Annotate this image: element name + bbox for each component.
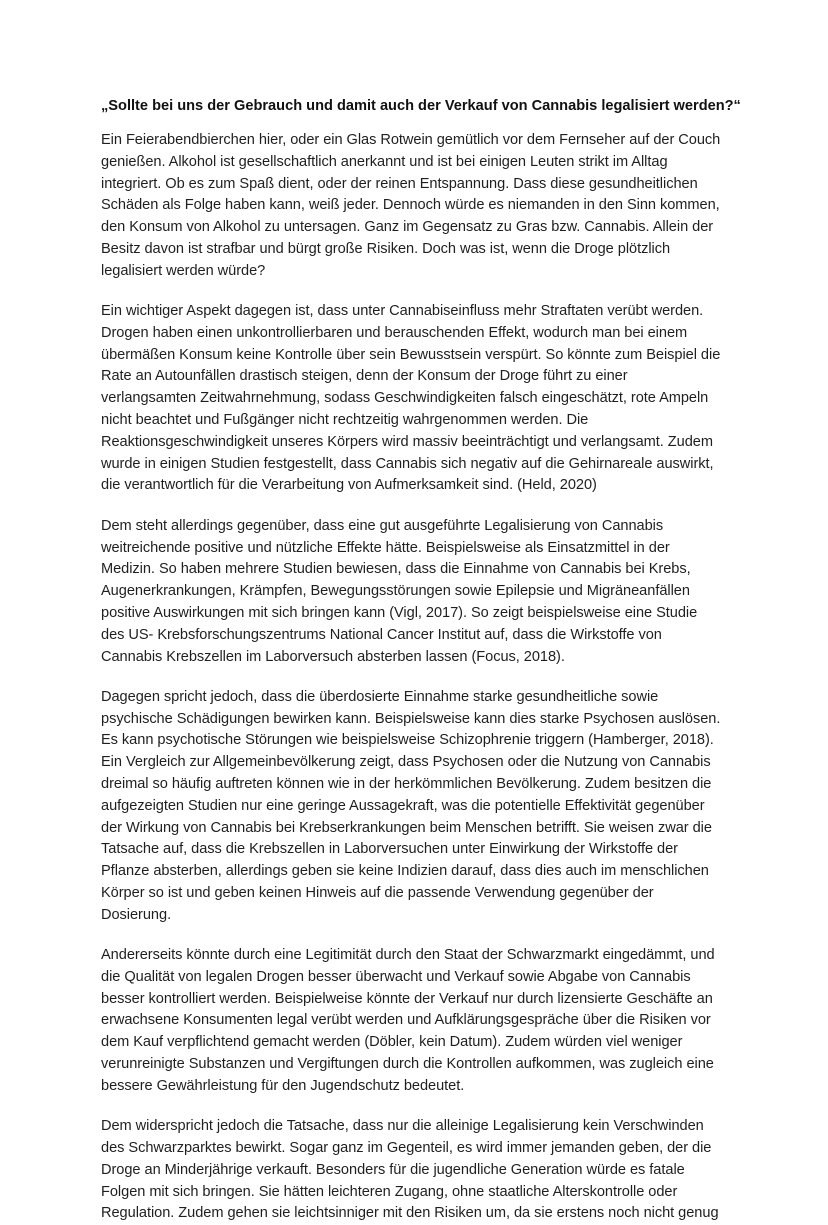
text-line: aufgezeigten Studien nur eine geringe Aussagekraft, was die potentielle Effektivität gegenüber xyxy=(101,797,705,814)
text-line: verunreinigte Substanzen und Vergiftungen durch die Kontrollen aufkommen, was zugleich eine xyxy=(101,1056,714,1073)
text-line: Ein Feierabendbierchen hier, oder ein Glas Rotwein gemütlich vor dem Fernseher auf der Couch xyxy=(101,132,721,148)
text-line: des US- Krebsforschungszentrums National Cancer Institut auf, dass die Wirkstoffe von xyxy=(101,626,662,643)
text-line: verlangsamten Zeitwahrnehmung, sodass Geschwindigkeiten falsch eingeschätzt, rote Ampeln xyxy=(101,390,709,407)
text-line: des Schwarzparktes bewirkt. Sogar ganz im Gegenteil, es wird immer jemanden geben, der die xyxy=(101,1139,712,1156)
text-line: Medizin. So haben mehrere Studien bewiesen, dass die Einnahme von Cannabis bei Krebs, xyxy=(101,561,691,578)
text-line: Ein Vergleich zur Allgemeinbevölkerung zeigt, dass Psychosen oder die Nutzung von Cannabis xyxy=(101,754,711,771)
text-line: Ein wichtiger Aspekt dagegen ist, dass unter Cannabiseinfluss mehr Straftaten verübt werden. xyxy=(101,303,704,320)
text-line: wurde in einigen Studien festgestellt, dass Cannabis sich negativ auf die Gehirnareale auswirkt, xyxy=(101,455,714,472)
text-line: Dem steht allerdings gegenüber, dass eine gut ausgeführte Legalisierung von Cannabis xyxy=(101,517,664,534)
text-line: Körper so ist und geben keinen Hinweis auf die passende Verwendung gegenüber der xyxy=(101,885,654,901)
text-line: bessere Gewährleistung für den Jugendschutz bedeutet. xyxy=(101,1077,465,1094)
text-line: erwachsene Konsumenten legal verübt werden und Aufklärungsgespräche über die Risiken vor xyxy=(101,1012,711,1029)
text-line: Droge an Minderjährige verkauft. Besonders für die jugendliche Generation würde es fatale xyxy=(101,1161,685,1178)
text-line: Folgen mit sich bringen. Sie hätten leichteren Zugang, ohne staatliche Alterskontrolle oder xyxy=(101,1183,678,1200)
text-line: nicht beachtet und Fußgänger nicht rechtzeitig wahrgenommen werden. Die xyxy=(101,412,589,429)
document-title: „Sollte bei uns der Gebrauch und damit auch der Verkauf von Cannabis legalisiert werden?“ xyxy=(101,98,741,114)
paragraph-1 xyxy=(101,130,748,283)
text-line: dreimal so häufig auftreten können wie in der herkömmlichen Bevölkerung. Zudem besitzen die xyxy=(101,776,712,793)
text-line: legalisiert werden würde? xyxy=(101,262,266,279)
paragraph-3 xyxy=(101,516,748,669)
text-line: Andererseits könnte durch eine Legitimität durch den Staat der Schwarzmarkt eingedämmt, und xyxy=(101,947,715,964)
text-line: Es kann psychotische Störungen wie beispielsweise Schizophrenie triggern (Hamberger, 2018). xyxy=(101,732,714,749)
text-line: Dem widerspricht jedoch die Tatsache, dass nur die alleinige Legalisierung kein Verschwinden xyxy=(101,1118,704,1135)
text-line: weitreichende positive und nützliche Effekte hätte. Beispielsweise als Einsatzmittel in der xyxy=(101,539,670,556)
text-line: die verantwortlich für die Verarbeitung von Aufmerksamkeit sind. (Held, 2020) xyxy=(101,477,597,494)
paragraph-5 xyxy=(101,945,748,1098)
text-line: integriert. Ob es zum Spaß dient, oder der reinen Entspannung. Dass diese gesundheitlichen xyxy=(101,175,698,192)
text-line: positive Auswirkungen mit sich bringen kann (Vigl, 2017). So zeigt beispielsweise eine Studie xyxy=(101,604,698,621)
text-line: Rate an Autounfällen drastisch steigen, denn der Konsum der Droge führt zu einer xyxy=(101,368,628,385)
text-line: Cannabis Krebszellen im Laborversuch absterben lassen (Focus, 2018). xyxy=(101,648,565,665)
text-line: die Qualität von legalen Drogen besser überwacht und Verkauf sowie Abgabe von Cannabis xyxy=(101,968,691,985)
text-line: dem Kauf verpflichtend gemacht werden (Döbler, kein Datum). Zudem würden viel weniger xyxy=(101,1034,683,1051)
text-line: besser kontrolliert werden. Beispielweise könnte der Verkauf nur durch lizensierte Geschäfte an xyxy=(101,990,713,1007)
text-line: Tatsache auf, dass die Krebszellen in Laborversuchen unter Einwirkung der Wirkstoffe der xyxy=(101,841,678,858)
text-line: Besitz davon ist strafbar und bürgt große Risiken. Doch was ist, wenn die Droge plötzlich xyxy=(101,240,671,257)
text-line: psychische Schädigungen bewirken kann. Beispielsweise kann dies starke Psychosen auslösen. xyxy=(101,710,721,727)
text-line: Pflanze absterben, allerdings geben sie keine Indizien darauf, dass dies auch im menschlichen xyxy=(101,863,709,880)
paragraph-4 xyxy=(101,687,748,927)
text-line: Dosierung. xyxy=(101,906,172,923)
text-line: genießen. Alkohol ist gesellschaftlich anerkannt und ist bei einigen Leuten strikt im Alltag xyxy=(101,153,668,170)
text-line: übermäßen Konsum keine Kontrolle über sein Bewusstsein verspürt. So könnte zum Beispiel die xyxy=(101,346,721,363)
text-line: der Wirkung von Cannabis bei Krebserkrankungen beim Menschen betrifft. Sie weisen zwar die xyxy=(101,819,712,836)
text-line: Reaktionsgeschwindigkeit unseres Körpers wird massiv beeinträchtigt und verlangsamt. Zudem xyxy=(101,433,713,450)
text-line: Drogen haben einen unkontrollierbaren und berauschenden Effekt, wodurch man bei einem xyxy=(101,324,688,341)
paragraph-2 xyxy=(101,301,748,497)
text-line: Schäden als Folge haben kann, weiß jeder. Dennoch würde es niemanden in den Sinn kommen, xyxy=(101,197,720,214)
text-line: Dagegen spricht jedoch, dass die überdosierte Einnahme starke gesundheitliche sowie xyxy=(101,688,659,705)
text-line: Regulation. Zudem gehen sie leichtsinniger mit den Risiken um, da sie erstens noch nicht genug xyxy=(101,1205,719,1222)
document-body xyxy=(101,130,748,1225)
text-line: Augenerkrankungen, Krämpfen, Bewegungsstörungen sowie Epilepsie und Migräneanfällen xyxy=(101,583,690,600)
text-line: den Konsum von Alkohol zu untersagen. Ganz im Gegensatz zu Gras bzw. Cannabis. Allein der xyxy=(101,219,714,236)
